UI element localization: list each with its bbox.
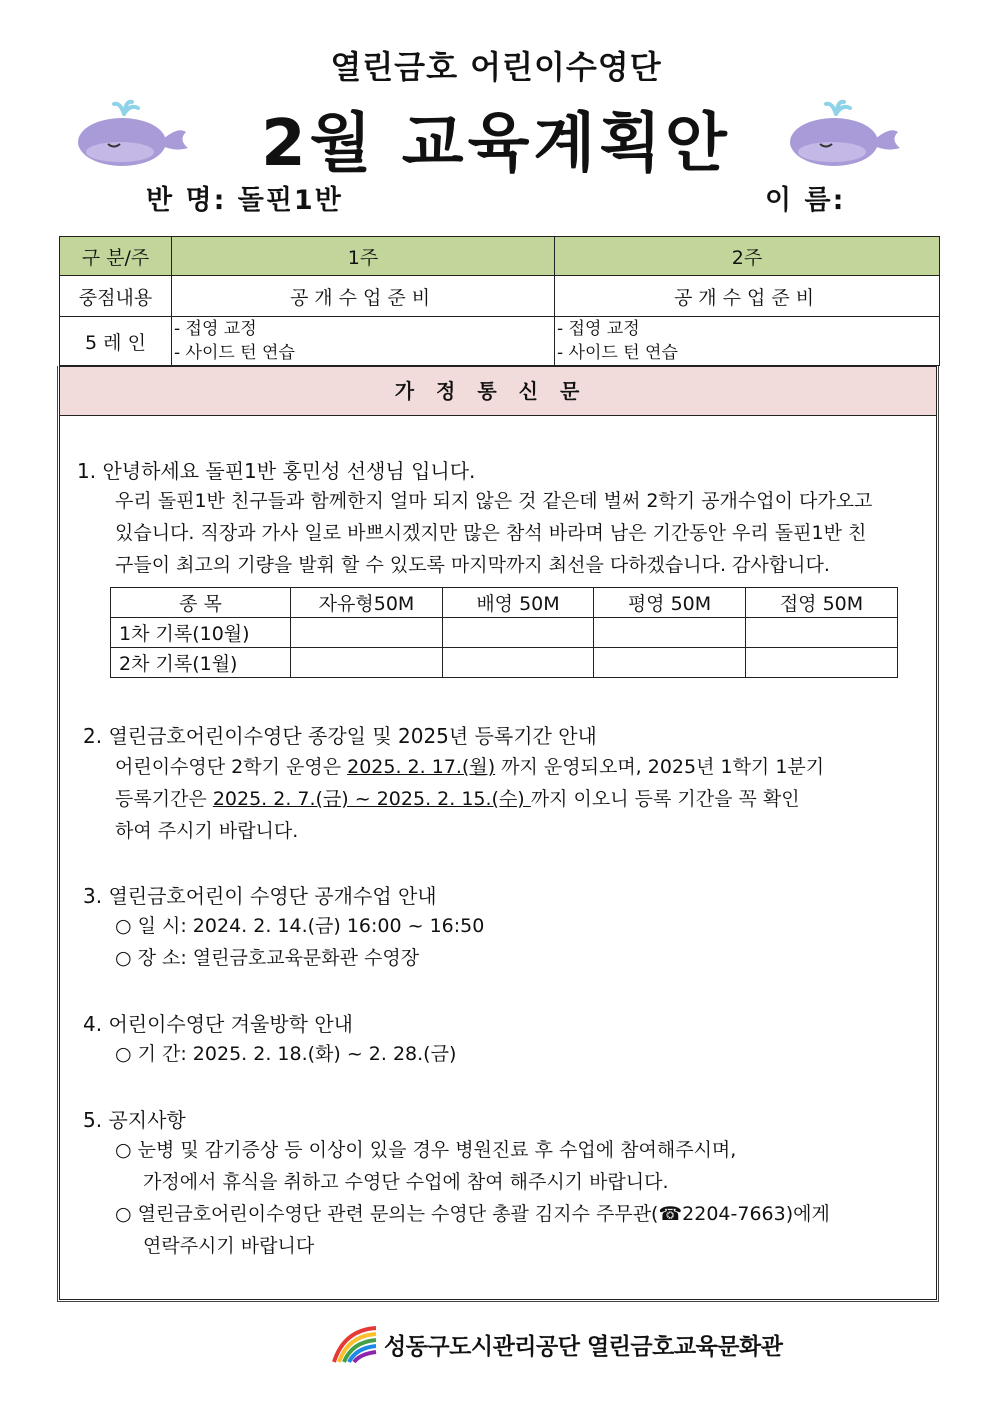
table-row <box>111 648 898 678</box>
focus-week2: 공개수업준비 <box>555 276 940 317</box>
row-label: 5 레 인 <box>60 317 172 366</box>
text-line: ○ 일 시: 2024. 2. 14.(금) 16:00 ~ 16:50 <box>115 915 485 937</box>
lane-week2 <box>555 317 940 366</box>
text-line: ○ 눈병 및 감기증상 등 이상이 있을 경우 병원진료 후 수업에 참여해주시며, <box>115 1139 737 1161</box>
text-line <box>115 1198 935 1230</box>
section-2-body <box>115 751 935 847</box>
registration-period: 2025. 2. 7.(금) ~ 2025. 2. 15.(수) <box>212 788 531 810</box>
text-span: 까지 이오니 등록 기간을 꼭 확인 <box>530 788 800 810</box>
table-row <box>60 276 940 317</box>
text-line: 구들이 최고의 기량을 발휘 할 수 있도록 마지막까지 최선을 다하겠습니다. 감사합니다. <box>115 554 830 576</box>
text-line: 있습니다. 직장과 가사 일로 바쁘시겠지만 많은 참석 바라며 남은 기간동안 우리 돌핀1반 친 <box>115 522 867 544</box>
phone-icon: ☎ <box>658 1203 683 1225</box>
text-span: )에게 <box>785 1203 830 1225</box>
list-item: - 사이드 턴 연습 <box>174 343 295 363</box>
section-3-body <box>115 910 484 974</box>
header-cell-week2: 2주 <box>555 237 940 276</box>
notice-heading: 가정통신문 <box>60 367 936 416</box>
text-span: 어린이수영단 2학기 운영은 <box>115 756 348 778</box>
section-5-title: 5. 공지사항 <box>83 1108 186 1132</box>
footer-org-name: 성동구도시관리공단 열린금호교육문화관 <box>384 1333 783 1360</box>
row-label: 중점내용 <box>60 276 172 317</box>
row-label: 2차 기록(1월) <box>111 648 291 678</box>
table-row <box>60 317 940 366</box>
section-2-title: 2. 열린금호어린이수영단 종강일 및 2025년 등록기간 안내 <box>83 724 597 748</box>
weekly-plan-table <box>59 236 940 366</box>
page-title: 2월 교육계획안 <box>261 107 731 181</box>
records-table <box>110 587 898 678</box>
phone-number: 2204-7663 <box>682 1203 786 1225</box>
text-span: ○ 열린금호어린이수영단 관련 문의는 수영단 총괄 김지수 주무관( <box>115 1203 659 1225</box>
text-span: 까지 운영되오며, 2025년 1학기 1분기 <box>495 756 825 778</box>
text-line: 우리 돌핀1반 친구들과 함께한지 얼마 되지 않은 것 같은데 벌써 2학기 공개수업이 다가오고 <box>115 490 873 512</box>
header-cell-week1: 1주 <box>172 237 555 276</box>
section-5-body <box>115 1134 935 1262</box>
header-cell: 접영 50M <box>746 588 898 618</box>
header-cell: 구 분/주 <box>60 237 172 276</box>
class-label: 반 명: 돌핀1반 <box>146 185 343 216</box>
section-4-title: 4. 어린이수영단 겨울방학 안내 <box>83 1012 353 1036</box>
text-line <box>115 783 935 815</box>
list-item: - 접영 교정 <box>557 319 640 339</box>
record-cell <box>594 618 746 648</box>
lane-week1 <box>172 317 555 366</box>
header-cell: 자유형50M <box>291 588 443 618</box>
rainbow-logo-icon <box>330 1324 378 1364</box>
text-line: ○ 기 간: 2025. 2. 18.(화) ~ 2. 28.(금) <box>115 1043 457 1065</box>
record-cell <box>291 618 443 648</box>
footer <box>330 1322 782 1366</box>
focus-week1: 공개수업준비 <box>172 276 555 317</box>
page-subtitle: 열린금호 어린이수영단 <box>330 48 662 86</box>
text-line <box>115 751 935 783</box>
list-item: - 접영 교정 <box>174 319 257 339</box>
section-3-title: 3. 열린금호어린이 수영단 공개수업 안내 <box>83 884 437 908</box>
text-line: 연락주시기 바랍니다 <box>143 1235 315 1257</box>
section-1-body <box>115 485 925 581</box>
record-cell <box>291 648 443 678</box>
record-cell <box>443 648 594 678</box>
text-line: ○ 장 소: 열린금호교육문화관 수영장 <box>115 947 420 969</box>
text-span: 등록기간은 <box>115 788 213 810</box>
header-cell: 배영 50M <box>443 588 594 618</box>
notice-box <box>59 366 937 1300</box>
table-row <box>111 618 898 648</box>
table-header-row <box>60 237 940 276</box>
section-1-title: 1. 안녕하세요 돌핀1반 홍민성 선생님 입니다. <box>77 459 476 483</box>
name-label: 이 름: <box>765 185 846 216</box>
text-line: 하여 주시기 바랍니다. <box>115 820 299 842</box>
section-4-body <box>115 1038 456 1070</box>
table-header-row <box>111 588 898 618</box>
record-cell <box>746 618 898 648</box>
record-cell <box>443 618 594 648</box>
header-cell: 종 목 <box>111 588 291 618</box>
end-date: 2025. 2. 17.(월) <box>347 756 496 778</box>
text-line: 가정에서 휴식을 취하고 수영단 수업에 참여 해주시기 바랍니다. <box>143 1171 669 1193</box>
record-cell <box>746 648 898 678</box>
header-cell: 평영 50M <box>594 588 746 618</box>
list-item: - 사이드 턴 연습 <box>557 343 678 363</box>
record-cell <box>594 648 746 678</box>
row-label: 1차 기록(10월) <box>111 618 291 648</box>
